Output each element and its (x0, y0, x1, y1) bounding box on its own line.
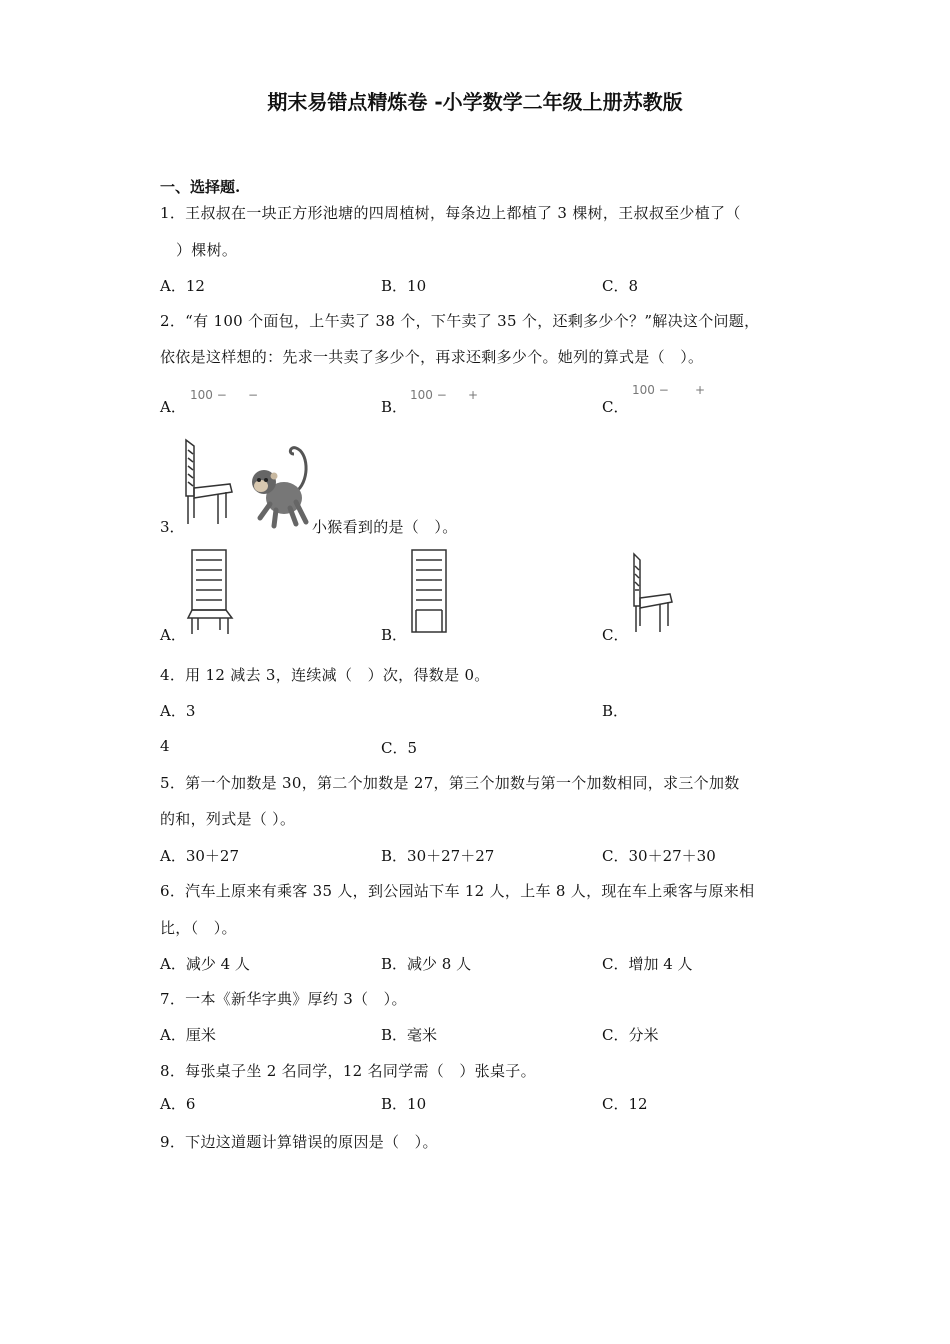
chair-side-view-image (178, 436, 238, 530)
question-4-option-b-value: 4 (160, 737, 170, 755)
question-3-option-c[interactable]: C． (602, 626, 629, 644)
question-2-option-a-expr-end: − (248, 388, 259, 402)
question-2-option-a-expr-start: 100 − (190, 388, 227, 402)
question-8-option-a[interactable]: A．6 (160, 1095, 196, 1113)
chair-front-view-image (184, 548, 236, 636)
question-5-line-2: 的和，列式是（ ）。 (160, 810, 296, 828)
question-3-option-a[interactable]: A． (160, 626, 186, 644)
question-8-line-1: 8．每张桌子坐 2 名同学，12 名同学需（ ）张桌子。 (160, 1062, 536, 1080)
question-6-option-c[interactable]: C．增加 4 人 (602, 955, 693, 973)
question-8-option-c[interactable]: C．12 (602, 1095, 648, 1113)
chair-back-view-image (406, 548, 452, 636)
question-4-option-c[interactable]: C．5 (381, 739, 418, 757)
question-5-line-1: 5．第一个加数是 30，第二个加数是 27，第三个加数与第一个加数相同，求三个加数 (160, 774, 740, 792)
question-6-option-a[interactable]: A．减少 4 人 (160, 955, 250, 973)
question-6-line-1: 6．汽车上原来有乘客 35 人，到公园站下车 12 人，上车 8 人，现在车上乘客与原来相 (160, 882, 755, 900)
question-4-option-b[interactable]: B． (602, 702, 629, 720)
chair-side-view-option-image (628, 552, 678, 634)
section-heading: 一、选择题. (160, 178, 241, 196)
question-7-option-b[interactable]: B．毫米 (381, 1026, 438, 1044)
question-6-line-2: 比，（ ）。 (160, 919, 237, 937)
question-5-option-a[interactable]: A．30＋27 (160, 847, 240, 865)
question-7-option-a[interactable]: A．厘米 (160, 1026, 216, 1044)
question-2-option-b[interactable]: B． (381, 398, 408, 416)
question-3-number: 3． (160, 518, 185, 536)
monkey-image (246, 442, 312, 530)
question-4-line-1: 4．用 12 减去 3，连续减（ ）次，得数是 0。 (160, 666, 490, 684)
question-1-option-c[interactable]: C．8 (602, 277, 639, 295)
question-5-option-b[interactable]: B．30＋27＋27 (381, 847, 495, 865)
question-9-line-1: 9．下边这道题计算错误的原因是（ ）。 (160, 1133, 438, 1151)
question-5-option-c[interactable]: C．30＋27＋30 (602, 847, 716, 865)
question-1-option-b[interactable]: B．10 (381, 277, 427, 295)
question-7-line-1: 7．一本《新华字典》厚约 3（ ）。 (160, 990, 407, 1008)
question-3-text: 小猴看到的是（ ）。 (312, 518, 458, 536)
question-1-option-a[interactable]: A．12 (160, 277, 205, 295)
question-2-line-2: 依依是这样想的：先求一共卖了多少个，再求还剩多少个。她列的算式是（ ）。 (160, 348, 704, 366)
question-2-line-1: 2．“有 100 个面包，上午卖了 38 个，下午卖了 35 个，还剩多少个？”解决这个问题， (160, 312, 760, 330)
question-2-option-b-expr-start: 100 − (410, 388, 447, 402)
question-1-line-2: ）棵树。 (176, 241, 238, 259)
question-7-option-c[interactable]: C．分米 (602, 1026, 659, 1044)
question-2-option-c-expr-start: 100 − (632, 383, 669, 397)
question-3-option-b[interactable]: B． (381, 626, 408, 644)
question-6-option-b[interactable]: B．减少 8 人 (381, 955, 472, 973)
question-2-option-c[interactable]: C． (602, 398, 629, 416)
question-2-option-a[interactable]: A． (160, 398, 186, 416)
question-2-option-b-expr-end: + (468, 388, 479, 402)
question-4-option-a[interactable]: A．3 (160, 702, 196, 720)
question-2-option-c-expr-end: + (695, 383, 706, 397)
page-title: 期末易错点精炼卷 -小学数学二年级上册苏教版 (267, 90, 683, 114)
question-8-option-b[interactable]: B．10 (381, 1095, 427, 1113)
question-1-line-1: 1．王叔叔在一块正方形池塘的四周植树，每条边上都植了 3 棵树，王叔叔至少植了（ (160, 204, 741, 222)
